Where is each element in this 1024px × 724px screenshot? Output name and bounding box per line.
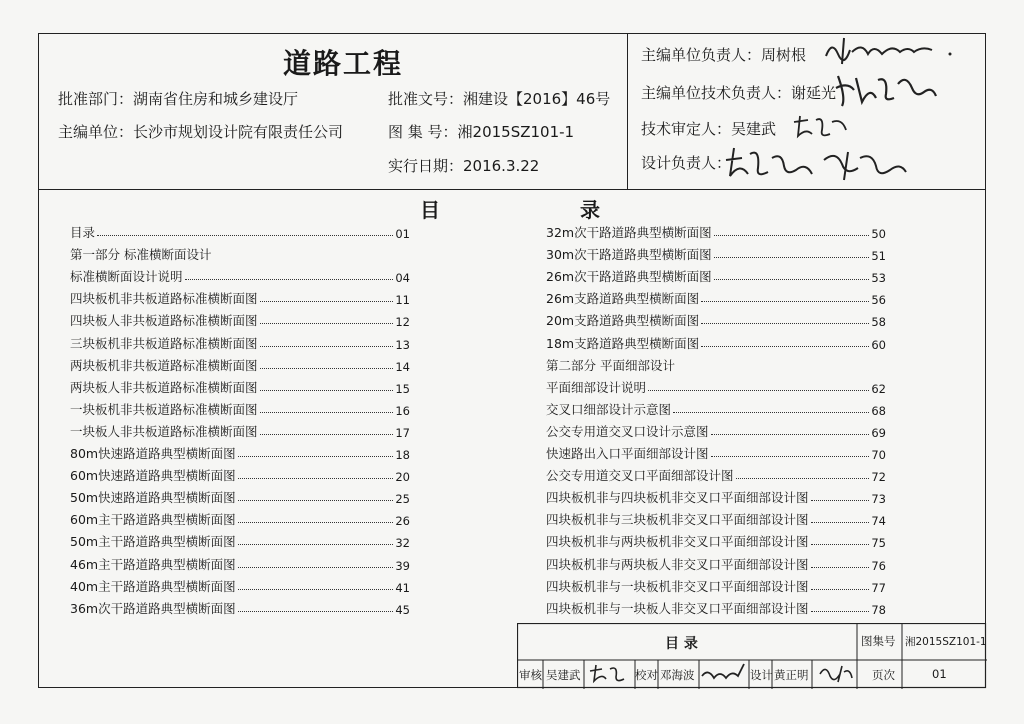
- editor-unit: 主编单位：长沙市规划设计院有限责任公司: [58, 123, 344, 141]
- toc-leader-dots: [714, 279, 870, 280]
- toc-entry-page: 41: [395, 580, 410, 595]
- drawing-name: 目 录: [665, 636, 698, 652]
- toc-leader-dots: [701, 323, 869, 324]
- toc-entry-page: 72: [871, 470, 886, 485]
- toc-right-column: [546, 219, 886, 617]
- header-divider: [627, 33, 628, 189]
- toc-entry-page: 70: [871, 448, 886, 463]
- toc-entry: [546, 329, 886, 351]
- toc-leader-dots: [260, 390, 394, 391]
- toc-entry: [546, 550, 886, 572]
- toc-entry-page: 18: [395, 448, 410, 463]
- review-name: 吴建武: [546, 668, 581, 682]
- toc-leader-dots: [811, 567, 870, 568]
- signature-design: [816, 660, 856, 686]
- toc-entry-label: 四块板机非共板道路标准横断面图: [70, 291, 258, 307]
- toc-entry-label: 30m次干路道路典型横断面图: [546, 247, 712, 263]
- toc-entry-label: 标准横断面设计说明: [70, 269, 183, 285]
- toc-leader-dots: [736, 478, 870, 479]
- toc-entry: [70, 506, 410, 528]
- toc-entry: [546, 396, 886, 418]
- toc-entry-label: 四块板机非与三块板机非交叉口平面细部设计图: [546, 512, 809, 528]
- toc-entry: [70, 219, 410, 241]
- atlas-value: 湘2015SZ101-1: [905, 636, 987, 648]
- design-head: 设计负责人：: [641, 154, 732, 172]
- toc-heading-right: 录: [580, 198, 600, 222]
- chief-unit-head: 主编单位负责人：周树根: [641, 46, 807, 64]
- toc-entry-label: 四块板人非共板道路标准横断面图: [70, 313, 258, 329]
- toc-entry-label: 32m次干路道路典型横断面图: [546, 225, 712, 241]
- toc-leader-dots: [238, 589, 394, 590]
- toc-leader-dots: [260, 412, 394, 413]
- signature-tech-reviewer: [790, 112, 850, 142]
- toc-leader-dots: [238, 478, 394, 479]
- toc-leader-dots: [811, 544, 870, 545]
- signature-review: [588, 661, 630, 685]
- toc-entry-label: 46m主干路道路典型横断面图: [70, 556, 236, 572]
- toc-entry-page: 69: [871, 425, 886, 440]
- toc-entry-label: 两块板人非共板道路标准横断面图: [70, 379, 258, 395]
- toc-entry: [546, 307, 886, 329]
- toc-leader-dots: [238, 611, 394, 612]
- toc-entry: [70, 440, 410, 462]
- toc-entry-label: 目录: [70, 225, 96, 241]
- toc-entry: [70, 550, 410, 572]
- toc-entry-page: 04: [395, 271, 410, 286]
- toc-entry-label: 第二部分 平面细部设计: [546, 357, 675, 373]
- toc-entry-page: 14: [395, 359, 410, 374]
- toc-entry: [70, 241, 410, 263]
- toc-entry-page: 74: [871, 514, 886, 529]
- toc-leader-dots: [260, 346, 394, 347]
- review-label: 审核: [519, 668, 542, 682]
- toc-entry: [70, 528, 410, 550]
- toc-entry-page: 01: [395, 227, 410, 242]
- toc-leader-dots: [711, 434, 870, 435]
- toc-entry-label: 一块板人非共板道路标准横断面图: [70, 423, 258, 439]
- approval-number: 批准文号：湘建设【2016】46号: [388, 90, 611, 108]
- toc-entry-page: 12: [395, 315, 410, 330]
- toc-entry: [546, 374, 886, 396]
- toc-leader-dots: [238, 544, 394, 545]
- chief-tech-head: 主编单位技术负责人：谢延光: [641, 84, 837, 102]
- toc-entry: [70, 307, 410, 329]
- toc-entry-page: 76: [871, 558, 886, 573]
- toc-entry-page: 20: [395, 470, 410, 485]
- page-label: 页次: [872, 668, 895, 682]
- toc-entry: [546, 285, 886, 307]
- toc-left-column: [70, 219, 410, 617]
- toc-entry-label: 18m支路道路典型横断面图: [546, 335, 700, 351]
- toc-entry: [70, 396, 410, 418]
- toc-entry-label: 三块板机非共板道路标准横断面图: [70, 335, 258, 351]
- toc-entry: [546, 352, 886, 374]
- toc-leader-dots: [701, 301, 869, 302]
- toc-entry-label: 20m支路道路典型横断面图: [546, 313, 700, 329]
- toc-entry-label: 两块板机非共板道路标准横断面图: [70, 357, 258, 373]
- toc-entry: [546, 440, 886, 462]
- toc-entry-page: 68: [871, 403, 886, 418]
- toc-entry: [546, 484, 886, 506]
- toc-entry-page: 58: [871, 315, 886, 330]
- toc-entry: [70, 573, 410, 595]
- toc-leader-dots: [811, 500, 870, 501]
- toc-entry: [546, 418, 886, 440]
- atlas-label: 图集号: [861, 634, 896, 648]
- toc-leader-dots: [238, 456, 394, 457]
- toc-entry-label: 公交专用道交叉口平面细部设计图: [546, 468, 734, 484]
- toc-entry-page: 13: [395, 337, 410, 352]
- design-label: 设计: [750, 668, 773, 682]
- toc-leader-dots: [238, 567, 394, 568]
- toc-leader-dots: [811, 522, 870, 523]
- effective-date: 实行日期：2016.3.22: [388, 157, 540, 175]
- toc-entry: [70, 263, 410, 285]
- toc-entry-label: 50m主干路道路典型横断面图: [70, 534, 236, 550]
- toc-entry-page: 26: [395, 514, 410, 529]
- toc-entry-label: 36m次干路道路典型横断面图: [70, 600, 236, 616]
- signature-chief-tech-head: [832, 68, 942, 110]
- toc-entry-label: 公交专用道交叉口设计示意图: [546, 423, 709, 439]
- toc-entry: [70, 329, 410, 351]
- toc-leader-dots: [811, 611, 870, 612]
- toc-leader-dots: [714, 235, 870, 236]
- toc-entry-label: 快速路出入口平面细部设计图: [546, 446, 709, 462]
- toc-entry-page: 45: [395, 602, 410, 617]
- toc-entry-label: 交叉口细部设计示意图: [546, 401, 672, 417]
- signature-check: [700, 660, 746, 686]
- approval-dept: 批准部门：湖南省住房和城乡建设厅: [58, 90, 299, 108]
- toc-entry: [70, 595, 410, 617]
- toc-entry-label: 60m快速路道路典型横断面图: [70, 468, 236, 484]
- toc-entry-label: 四块板机非与两块板机非交叉口平面细部设计图: [546, 534, 809, 550]
- signature-chief-unit-head: [822, 32, 962, 72]
- tech-reviewer: 技术审定人：吴建武: [641, 120, 777, 138]
- toc-entry-label: 平面细部设计说明: [546, 379, 647, 395]
- toc-leader-dots: [701, 346, 869, 347]
- toc-entry-page: 15: [395, 381, 410, 396]
- design-name: 黄正明: [774, 668, 809, 682]
- toc-heading-left: 目: [420, 198, 440, 222]
- toc-entry-label: 60m主干路道路典型横断面图: [70, 512, 236, 528]
- toc-entry: [70, 374, 410, 396]
- toc-entry-label: 四块板机非与两块板人非交叉口平面细部设计图: [546, 556, 809, 572]
- signature-design-head: [720, 140, 920, 188]
- toc-entry-page: 16: [395, 403, 410, 418]
- toc-entry: [70, 285, 410, 307]
- check-label: 校对: [635, 668, 658, 682]
- toc-entry-label: 40m主干路道路典型横断面图: [70, 578, 236, 594]
- toc-entry: [546, 263, 886, 285]
- toc-entry-page: 39: [395, 558, 410, 573]
- toc-leader-dots: [673, 412, 869, 413]
- toc-entry-page: 56: [871, 293, 886, 308]
- toc-leader-dots: [97, 235, 393, 236]
- atlas-number: 图 集 号：湘2015SZ101-1: [388, 123, 575, 141]
- toc-entry-page: 53: [871, 271, 886, 286]
- toc-entry-label: 四块板机非与一块板人非交叉口平面细部设计图: [546, 600, 809, 616]
- toc-entry-label: 第一部分 标准横断面设计: [70, 247, 212, 263]
- toc-leader-dots: [260, 301, 394, 302]
- toc-entry-page: 78: [871, 602, 886, 617]
- toc-entry: [546, 528, 886, 550]
- toc-entry-label: 一块板机非共板道路标准横断面图: [70, 401, 258, 417]
- check-name: 邓海波: [660, 668, 695, 682]
- toc-leader-dots: [711, 456, 870, 457]
- toc-entry: [70, 352, 410, 374]
- toc-entry-page: 77: [871, 580, 886, 595]
- toc-leader-dots: [260, 368, 394, 369]
- toc-entry-page: 25: [395, 492, 410, 507]
- toc-entry-page: 60: [871, 337, 886, 352]
- toc-leader-dots: [185, 279, 394, 280]
- toc-entry-page: 50: [871, 227, 886, 242]
- toc-entry-page: 51: [871, 249, 886, 264]
- toc-entry: [70, 484, 410, 506]
- toc-entry-page: 73: [871, 492, 886, 507]
- toc-entry-label: 50m快速路道路典型横断面图: [70, 490, 236, 506]
- toc-leader-dots: [238, 522, 394, 523]
- toc-entry-label: 四块板机非与四块板机非交叉口平面细部设计图: [546, 490, 809, 506]
- toc-entry-label: 四块板机非与一块板机非交叉口平面细部设计图: [546, 578, 809, 594]
- toc-entry-page: 75: [871, 536, 886, 551]
- toc-entry-label: 26m次干路道路典型横断面图: [546, 269, 712, 285]
- toc-entry-page: 11: [395, 293, 410, 308]
- toc-entry-page: 62: [871, 381, 886, 396]
- toc-entry: [546, 219, 886, 241]
- toc-entry-page: 17: [395, 425, 410, 440]
- toc-leader-dots: [648, 390, 869, 391]
- toc-entry: [546, 241, 886, 263]
- toc-entry-label: 80m快速路道路典型横断面图: [70, 446, 236, 462]
- toc-leader-dots: [238, 500, 394, 501]
- toc-leader-dots: [714, 257, 870, 258]
- page-title: 道路工程: [283, 47, 404, 80]
- toc-leader-dots: [811, 589, 870, 590]
- toc-entry-label: 26m支路道路典型横断面图: [546, 291, 700, 307]
- header-bottom-line: [38, 189, 986, 190]
- toc-entry: [546, 462, 886, 484]
- toc-leader-dots: [260, 323, 394, 324]
- toc-entry: [546, 506, 886, 528]
- toc-entry: [546, 573, 886, 595]
- page-value: 01: [932, 667, 947, 681]
- toc-entry: [70, 462, 410, 484]
- toc-entry-page: 32: [395, 536, 410, 551]
- toc-entry: [70, 418, 410, 440]
- toc-entry: [546, 595, 886, 617]
- toc-leader-dots: [260, 434, 394, 435]
